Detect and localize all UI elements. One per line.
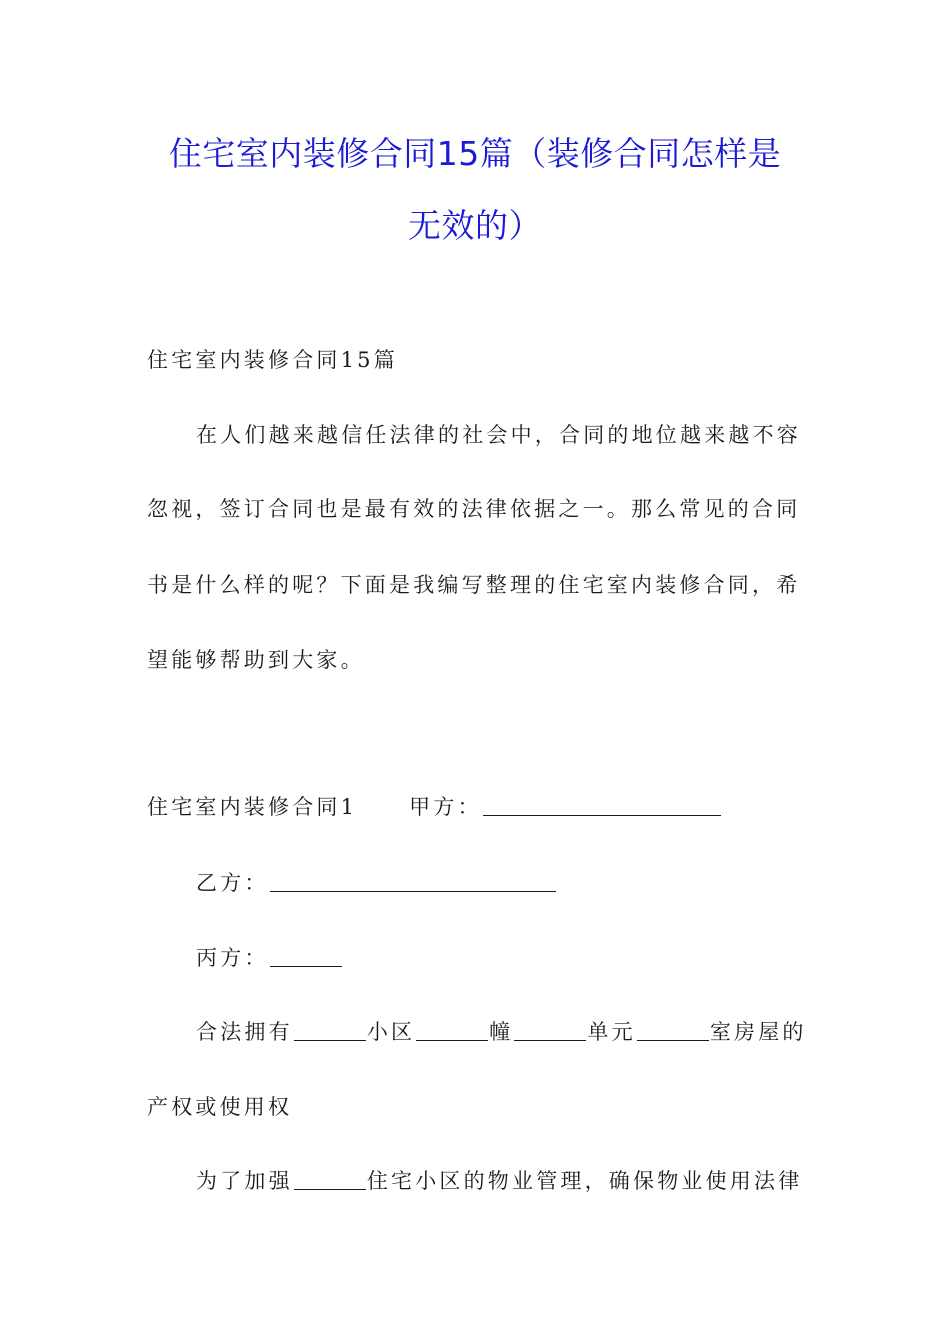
- party-b-blank: [270, 871, 556, 892]
- party-c-row: [196, 943, 807, 973]
- document-subtitle: 住宅室内装修合同15篇: [147, 348, 398, 372]
- purpose-community-blank: [294, 1169, 366, 1190]
- ownership-community-label: 小区: [366, 1020, 416, 1044]
- ownership-building-label: 幢: [489, 1020, 514, 1044]
- contract-1-heading-row: [147, 792, 807, 822]
- room-blank: [637, 1020, 709, 1041]
- building-blank: [416, 1020, 488, 1041]
- purpose-line: [196, 1166, 807, 1196]
- intro-line-1: 在人们越来越信任法律的社会中，合同的地位越来越不容: [196, 423, 801, 447]
- intro-line-3: 书是什么样的呢？下面是我编写整理的住宅室内装修合同，希: [147, 573, 801, 597]
- ownership-line-2: 产权或使用权: [147, 1095, 293, 1119]
- party-c-blank: [270, 946, 342, 967]
- party-c-label: 丙方：: [196, 946, 269, 970]
- document-title-line-2: 无效的）: [408, 206, 542, 245]
- party-b-row: [196, 868, 807, 898]
- ownership-prefix: 合法拥有: [196, 1020, 293, 1044]
- ownership-room-label: 室房屋的: [709, 1020, 807, 1044]
- party-b-label: 乙方：: [196, 871, 269, 895]
- ownership-unit-label: 单元: [587, 1020, 636, 1044]
- intro-line-2: 忽视，签订合同也是最有效的法律依据之一。那么常见的合同: [147, 497, 801, 521]
- intro-line-4: 望能够帮助到大家。: [147, 648, 365, 672]
- unit-blank: [514, 1020, 586, 1041]
- contract-1-heading: 住宅室内装修合同1: [147, 795, 358, 819]
- party-a-blank: [483, 795, 721, 816]
- document-title-line-1: 住宅室内装修合同15篇（装修合同怎样是: [168, 134, 782, 173]
- purpose-prefix: 为了加强: [196, 1169, 293, 1193]
- purpose-rest: 住宅小区的物业管理，确保物业使用法律: [366, 1169, 803, 1193]
- community-blank: [294, 1020, 366, 1041]
- party-a-label: 甲方：: [409, 795, 482, 819]
- ownership-line-1: [196, 1017, 807, 1047]
